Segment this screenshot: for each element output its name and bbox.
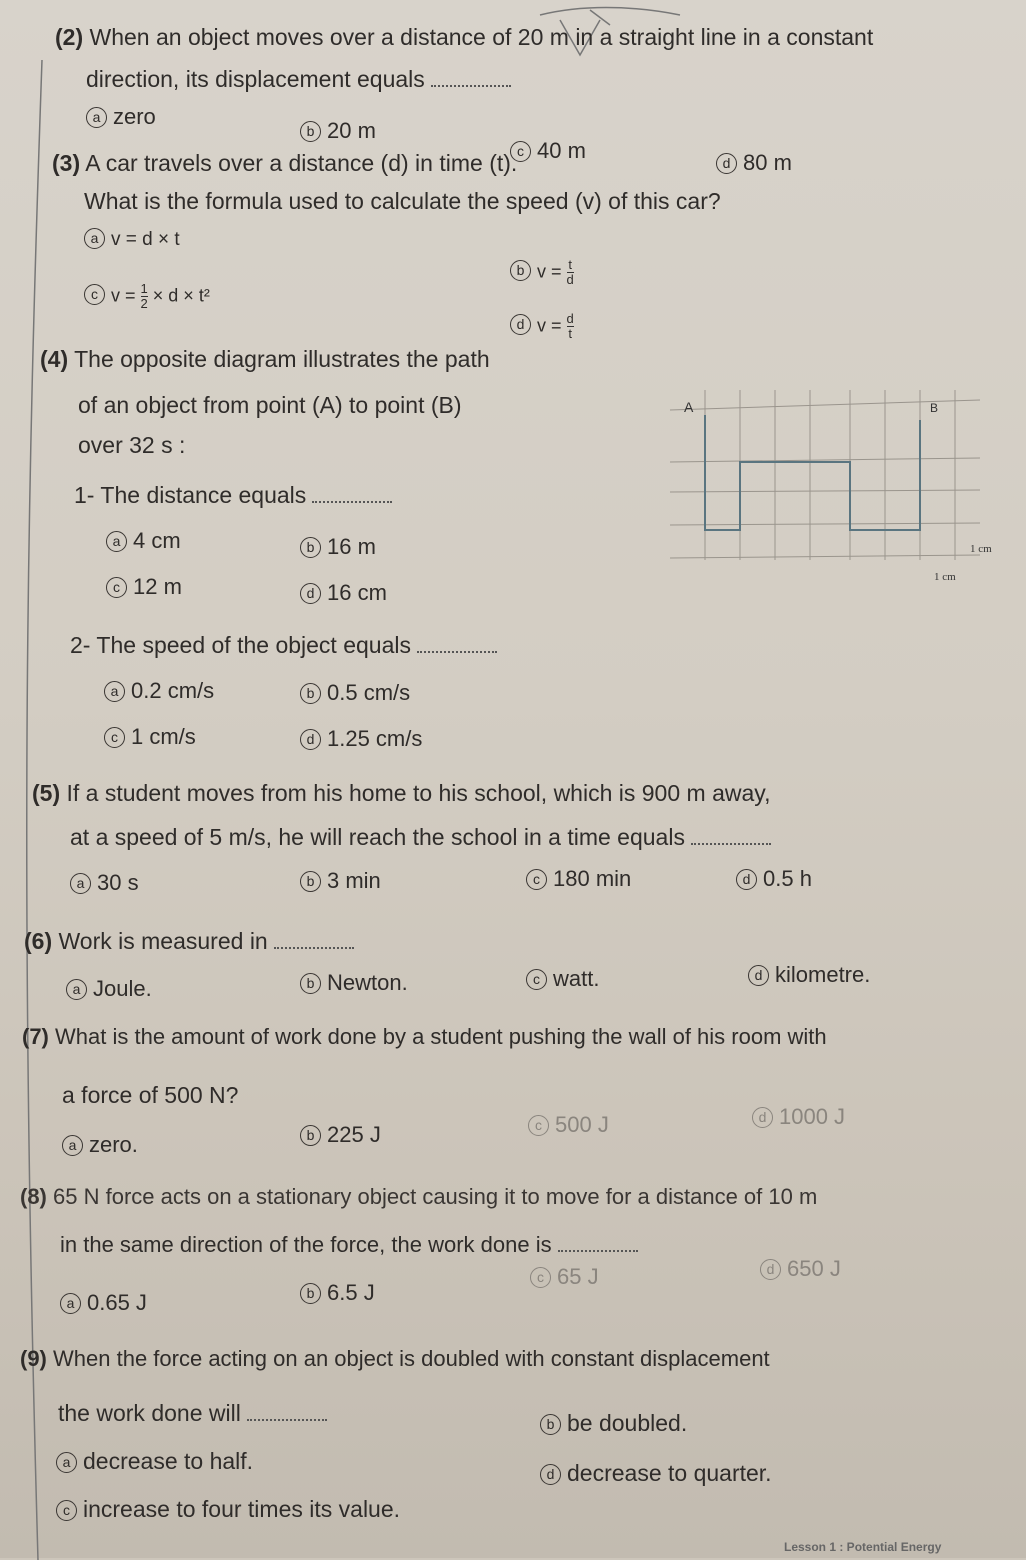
option-letter: d [300,729,321,750]
option-b[interactable] [300,868,381,894]
option-text: 180 min [553,866,632,891]
answer-blank [431,85,511,87]
option-letter: a [70,873,91,894]
question-text: When the force acting on an object is doubled with constant displacement [53,1346,770,1371]
option-a[interactable] [84,228,180,251]
question-7 [22,1024,827,1050]
question-3 [52,150,517,177]
option-text: 0.5 cm/s [327,680,411,705]
option-text: decrease to quarter. [567,1460,772,1486]
option-a[interactable] [60,1290,147,1316]
option-letter: b [300,1125,321,1146]
option-text: 6.5 J [327,1280,375,1305]
option-d[interactable] [748,962,870,988]
option-d[interactable] [752,1104,845,1130]
option-letter: c [528,1115,549,1136]
option-c[interactable] [530,1264,599,1290]
option-a[interactable] [70,870,139,896]
question-text: Work is measured in [58,928,268,954]
option-letter: c [530,1267,551,1288]
option-c[interactable] [528,1112,609,1138]
question-3-line-2 [84,188,721,215]
option-text: 1000 J [779,1104,846,1129]
option-a[interactable] [66,976,152,1002]
fraction [567,312,574,341]
option-text: 1.25 cm/s [327,726,423,751]
option-letter: c [106,577,127,598]
option-b[interactable] [540,1410,687,1437]
option-text: 65 J [557,1264,599,1289]
subquestion-2 [70,632,497,659]
question-2 [55,24,873,51]
option-text: 12 m [133,574,182,599]
option-letter: c [510,141,531,162]
page-footer: Lesson 1 : Potential Energy [784,1540,942,1554]
option-text: 500 J [555,1112,609,1137]
formula: v = d × t [111,229,180,250]
question-text: 2- The speed of the object equals [70,632,411,658]
formula: v = [537,261,562,282]
option-text: 0.5 h [763,866,812,891]
option-letter: b [300,1283,321,1304]
option-text: 16 m [327,534,376,559]
fraction [567,258,574,287]
question-4-line-3 [78,432,185,459]
option-letter: c [526,969,547,990]
option-text: increase to four times its value. [83,1496,401,1522]
option-letter: c [104,727,125,748]
horizontal-scale-label: 1 cm [934,571,956,583]
option-c[interactable] [104,724,196,750]
question-number: (8) [20,1184,47,1209]
option-letter: d [300,583,321,604]
option-a[interactable] [56,1448,253,1475]
question-text: The opposite diagram illustrates the path [74,346,490,372]
numerator: 1 [140,281,148,296]
answer-blank [312,501,392,503]
option-text: Joule. [93,976,152,1001]
option-b[interactable] [300,970,408,996]
question-text: a force of 500 N? [62,1082,239,1108]
option-a[interactable] [104,678,214,704]
denominator: d [566,272,574,287]
option-d[interactable] [736,866,812,892]
option-d[interactable] [540,1460,772,1487]
option-letter: a [66,979,87,1000]
option-letter: a [86,107,107,128]
option-c[interactable] [526,866,631,892]
question-9-line-2 [58,1400,327,1427]
option-text: 30 s [97,870,139,895]
option-letter: d [748,965,769,986]
question-4-line-2 [78,392,462,419]
option-d[interactable] [300,580,387,606]
option-d[interactable] [760,1256,841,1282]
option-text: 16 cm [327,580,387,605]
question-text: A car travels over a distance (d) in time (t). [85,150,518,176]
question-number: (9) [20,1346,47,1371]
question-text: What is the formula used to calculate the speed (v) of this car? [84,188,721,214]
subquestion-1 [74,482,392,509]
margin-curve [8,60,48,1560]
option-text: 80 m [743,150,792,175]
question-5 [32,780,770,807]
option-letter: d [752,1107,773,1128]
option-letter: b [300,683,321,704]
option-text: 0.2 cm/s [131,678,215,703]
option-letter: b [510,260,531,281]
option-a[interactable] [86,104,156,130]
question-text: over 32 s : [78,432,186,458]
option-letter: c [526,869,547,890]
question-8-line-2 [60,1232,638,1258]
option-c[interactable] [510,138,586,164]
question-number: (6) [24,928,53,954]
answer-blank [247,1419,327,1421]
option-text: decrease to half. [83,1448,254,1474]
question-text: 1- The distance equals [74,482,307,508]
option-text: 650 J [787,1256,841,1281]
option-b[interactable] [510,258,574,287]
option-letter: c [56,1500,77,1521]
option-letter: a [60,1293,81,1314]
option-b[interactable] [300,1122,381,1148]
option-letter: b [300,121,321,142]
option-letter: b [300,871,321,892]
option-text: watt. [553,966,600,991]
question-number: (3) [52,150,81,176]
formula: × d × t² [152,285,210,306]
option-text: 225 J [327,1122,381,1147]
option-text: 0.65 J [87,1290,147,1315]
path-diagram [650,380,1010,590]
option-text: be doubled. [567,1410,688,1436]
question-8 [20,1184,817,1210]
answer-blank [417,651,497,653]
option-letter: a [62,1135,83,1156]
option-c[interactable] [526,966,599,992]
option-d[interactable] [716,150,792,176]
option-letter: d [510,314,531,335]
answer-blank [274,947,354,949]
option-letter: d [760,1259,781,1280]
option-text: 40 m [537,138,586,163]
option-letter: b [300,973,321,994]
question-text: of an object from point (A) to point (B) [78,392,462,418]
question-text: What is the amount of work done by a student pushing the wall of his room with [55,1024,827,1049]
option-text: 1 cm/s [131,724,196,749]
question-text: When an object moves over a distance of 20 m in a straight line in a constant [89,24,874,50]
question-5-line-2 [70,824,771,851]
answer-blank [558,1250,638,1252]
option-letter: d [540,1464,561,1485]
option-text: kilometre. [775,962,871,987]
fraction [141,282,148,311]
option-c[interactable] [56,1496,400,1523]
question-text: 65 N force acts on a stationary object causing it to move for a distance of 10 m [53,1184,818,1209]
answer-blank [691,843,771,845]
option-text: 3 min [327,868,381,893]
option-b[interactable] [300,1280,375,1306]
option-text: zero [113,104,156,129]
formula: v = [537,315,562,336]
question-text: the work done will [58,1400,241,1426]
numerator: t [568,257,572,272]
option-text: 20 m [327,118,376,143]
question-9 [20,1346,770,1372]
point-a-label: A [684,399,694,415]
question-number: (7) [22,1024,49,1049]
object-path [705,415,920,530]
option-a[interactable] [62,1132,138,1158]
option-b[interactable] [300,118,376,144]
denominator: t [568,326,572,341]
option-letter: b [300,537,321,558]
option-d[interactable] [510,312,574,341]
option-d[interactable] [300,726,422,752]
denominator: 2 [140,296,148,311]
option-letter: b [540,1414,561,1435]
option-b[interactable] [300,534,376,560]
option-c[interactable] [84,282,210,311]
option-text: 4 cm [133,528,181,553]
option-text: zero. [89,1132,138,1157]
question-2-line-2 [86,66,511,93]
vertical-scale-label: 1 cm [970,543,992,555]
question-6 [24,928,354,955]
formula: v = [111,285,136,306]
option-letter: a [84,228,105,249]
option-letter: a [104,681,125,702]
option-text: Newton. [327,970,408,995]
question-7-line-2 [62,1082,238,1109]
question-text: If a student moves from his home to his school, which is 900 m away, [66,780,771,806]
option-letter: d [716,153,737,174]
option-letter: d [736,869,757,890]
question-text: in the same direction of the force, the work done is [60,1232,552,1257]
option-a[interactable] [106,528,181,554]
grid [670,390,980,560]
option-letter: c [84,284,105,305]
point-b-label: B [930,401,939,415]
question-number: (4) [40,346,69,372]
option-letter: a [56,1452,77,1473]
option-letter: a [106,531,127,552]
question-text: direction, its displacement equals [86,66,425,92]
question-number: (5) [32,780,61,806]
option-c[interactable] [106,574,182,600]
option-b[interactable] [300,680,410,706]
question-text: at a speed of 5 m/s, he will reach the school in a time equals [70,824,685,850]
question-number: (2) [55,24,84,50]
numerator: d [566,311,574,326]
question-4 [40,346,490,373]
